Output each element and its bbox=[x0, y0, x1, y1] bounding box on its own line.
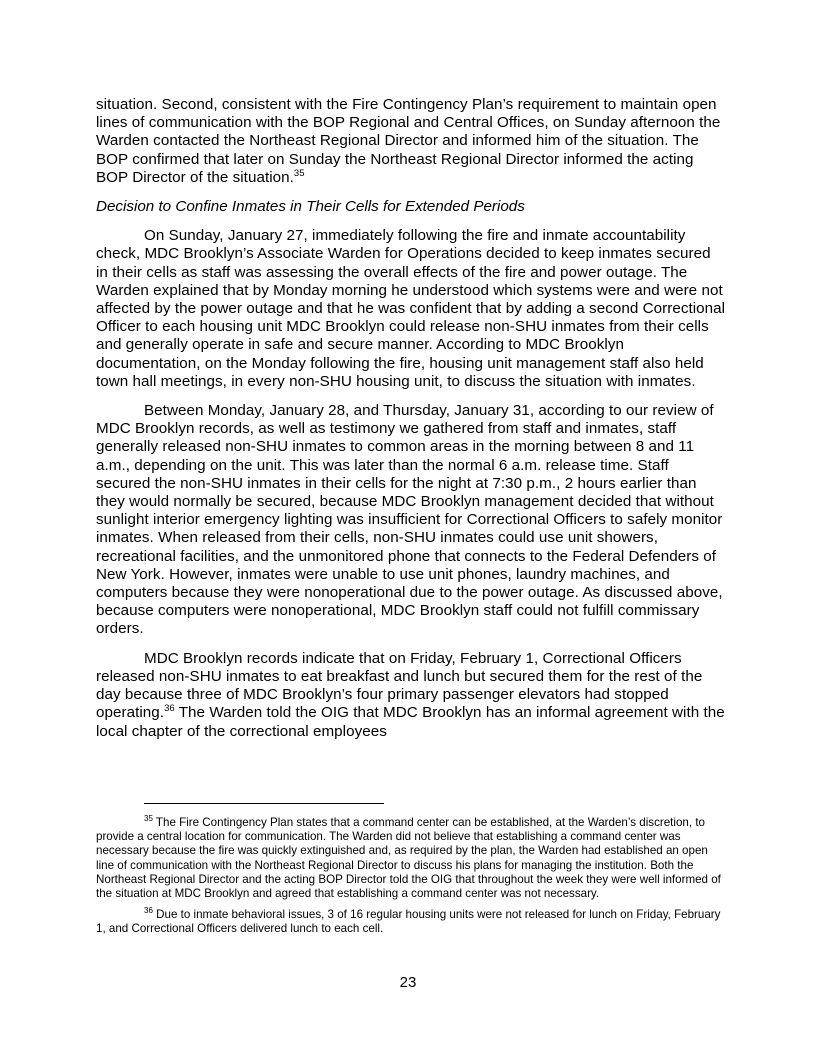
footnote-text: Due to inmate behavioral issues, 3 of 16 regular housing units were not released for lunch on Friday, February 1, and Correctional Officers delivered lunch to each cell. bbox=[96, 908, 721, 936]
footnote-number: 36 bbox=[144, 906, 153, 916]
page-number: 23 bbox=[399, 974, 417, 991]
footnote-36 bbox=[96, 908, 726, 936]
footnote-35 bbox=[96, 816, 726, 901]
paragraph-situation bbox=[96, 96, 726, 187]
paragraph-elevators bbox=[96, 650, 726, 741]
paragraph-decision: On Sunday, January 27, immediately following the fire and inmate accountability check, MDC Brooklyn’s Associate Warden for Operations decided to keep inmates secured in their cells as staff was assessing the overall effects of the fire and power outage. The Warden explained that by Monday morning he understood which systems were and were not affected by the power outage and that he was confident that by adding a second Correctional Officer to each housing unit MDC Brooklyn could release non-SHU inmates from their cells and generally operate in safe and secure manner. According to MDC Brooklyn documentation, on the Monday following the fire, housing unit management staff also held town hall meetings, in every non-SHU housing unit, to discuss the situation with inmates. bbox=[96, 227, 726, 390]
footnote-separator bbox=[144, 803, 384, 804]
paragraph-text-continued: The Warden told the OIG that MDC Brooklyn has an informal agreement with the local chapter of the correctional employees bbox=[96, 704, 725, 740]
footnote-number: 35 bbox=[144, 814, 153, 823]
footnote-ref-36[interactable]: 36 bbox=[164, 703, 175, 715]
paragraph-text: MDC Brooklyn records indicate that on Friday, February 1, Correctional Officers released non-SHU inmates to eat breakfast and lunch but secured them for the rest of the day because three of MDC Brooklyn’s four primary passenger elevators had stopped operating. bbox=[96, 649, 703, 722]
document-body bbox=[96, 96, 726, 752]
footnote-ref-35[interactable]: 35 bbox=[293, 167, 305, 179]
paragraph-release-times: Between Monday, January 28, and Thursday, January 31, according to our review of MDC Brooklyn records, as well as testimony we gathered from staff and inmates, staff generally released non-SHU inmates to common areas in the morning between 8 and 11 a.m., depending on the unit. This was later than the normal 6 a.m. release time. Staff secured the non-SHU inmates in their cells for the night at 7:30 p.m., 2 hours earlier than they would normally be secured, because MDC Brooklyn management decided that without sunlight interior emergency lighting was insufficient for Correctional Officers to safely monitor inmates. When released from their cells, non-SHU inmates could use unit showers, recreational facilities, and the unmonitored phone that connects to the Federal Defenders of New York. However, inmates were unable to use unit phones, laundry machines, and computers because they were nonoperational due to the power outage. As discussed above, because computers were nonoperational, MDC Brooklyn staff could not fulfill commissary orders. bbox=[96, 402, 723, 638]
section-heading: Decision to Confine Inmates in Their Cells for Extended Periods bbox=[96, 198, 525, 216]
footnotes bbox=[96, 803, 726, 944]
footnote-text: The Fire Contingency Plan states that a command center can be established, at the Warden’s discretion, to provide a central location for communication. The Warden did not believe that establishing a command center was necessary because the fire was quickly extinguished and, as required by the plan, the Warden had established an open line of communication with the Northeast Regional Director to discuss his plans for managing the institution. Both the Northeast Regional Director and the acting BOP Director told the OIG that throughout the week they were well informed of the situation at MDC Brooklyn and agreed that establishing a command center was not necessary. bbox=[96, 816, 721, 901]
paragraph-text: situation. Second, consistent with the Fire Contingency Plan’s requirement to maintain open lines of communication with the BOP Regional and Central Offices, on Sunday afternoon the Warden contacted the Northeast Regional Director and informed him of the situation. The BOP confirmed that later on Sunday the Northeast Regional Director informed the acting BOP Director of the situation. bbox=[96, 96, 721, 186]
